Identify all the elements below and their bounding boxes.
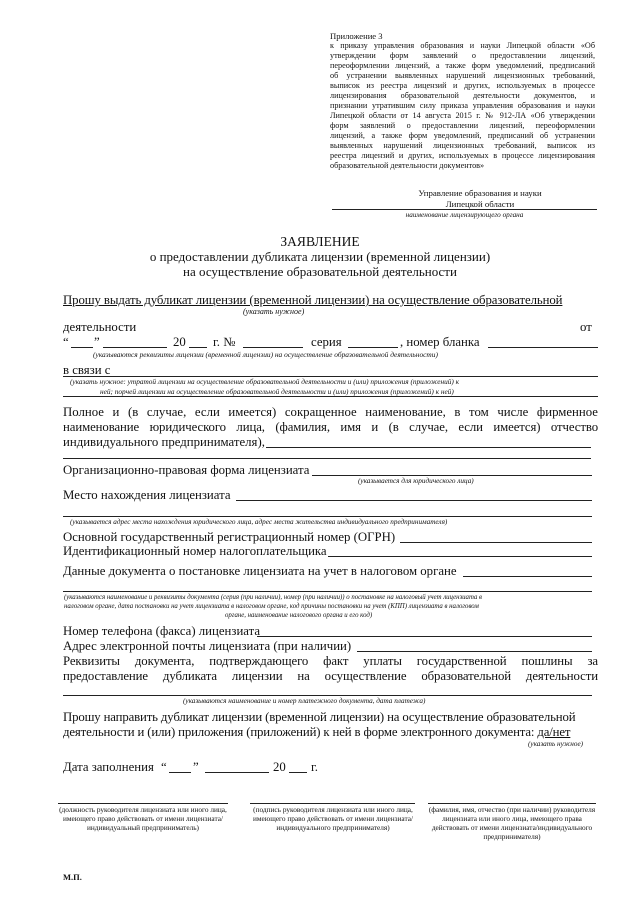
tax-caption-1: (указываются наименование и реквизиты документа (серия (при наличии), номер (при наличии)) о постановке на налоговый учет лицензиата в bbox=[64, 594, 482, 601]
org-form-field[interactable] bbox=[312, 475, 592, 476]
request-line-1: Прошу выдать дубликат лицензии (временной лицензии) на осуществление образовательной bbox=[63, 293, 563, 307]
request-caption-3b: ней; порчей лицензии на осуществление образовательной деятельности и (или) приложения (приложений) к ней) bbox=[100, 387, 454, 396]
appendix-line: выявленных нарушений лицензионных требований, выписок из bbox=[330, 141, 595, 150]
signature-line-2[interactable] bbox=[250, 803, 415, 804]
tax-caption-2: налоговом органе, дата постановки на учет лицензиата в налоговом органе, код причины постановки на учет (КПП) лицензиата в налоговом bbox=[64, 603, 479, 610]
heading-line-2: о предоставлении дубликата лицензии (временной лицензии) bbox=[149, 249, 491, 264]
date-label: Дата заполнения bbox=[63, 760, 154, 774]
ogrn-field[interactable] bbox=[400, 542, 592, 543]
request-caption-3a: (указать нужное: утратой лицензии на осуществление образовательной деятельности и (или) приложения (приложений) к bbox=[70, 377, 460, 386]
date-year-prefix: 20 bbox=[273, 760, 286, 774]
authority-line-2: Липецкой области bbox=[445, 199, 515, 209]
full-name-line-2: наименование юридического лица, (фамилия, имя и (в случае, если имеется) отчество bbox=[63, 420, 598, 434]
inn-label: Идентификационный номер налогоплательщика bbox=[63, 544, 327, 558]
blank-number-field[interactable] bbox=[488, 347, 598, 348]
license-date-row bbox=[63, 334, 598, 350]
electronic-line-1: Прошу направить дубликат лицензии (временной лицензии) на осуществление образовательной bbox=[63, 710, 576, 724]
email-field[interactable] bbox=[357, 651, 592, 652]
full-name-line-3: индивидуального предпринимателя), bbox=[63, 435, 265, 449]
location-field-2[interactable] bbox=[63, 516, 592, 517]
full-name-field-2[interactable] bbox=[63, 458, 591, 459]
electronic-caption: (указать нужное) bbox=[528, 740, 584, 748]
appendix-block bbox=[330, 31, 595, 171]
location-field[interactable] bbox=[236, 500, 592, 501]
stamp-mark: М.П. bbox=[63, 872, 82, 882]
electronic-choice[interactable]: да/нет bbox=[537, 725, 571, 739]
tax-caption-3: органе, наименование налогового органа и его код) bbox=[225, 612, 373, 619]
ogrn-label: Основной государственный регистрационный номер (ОГРН) bbox=[63, 530, 396, 544]
date-year-suffix: г. bbox=[311, 760, 319, 774]
day-field[interactable] bbox=[71, 347, 93, 348]
signature-line-1[interactable] bbox=[58, 803, 228, 804]
request-caption-1: (указать нужное) bbox=[243, 307, 305, 316]
appendix-line: реестра лицензий и других, используемых в процессе лицензирования bbox=[330, 151, 595, 160]
full-name-field[interactable] bbox=[266, 447, 591, 448]
appendix-line: форм заявлений о предоставлении лицензий, переоформлении bbox=[330, 121, 595, 130]
authority-caption: наименование лицензирующего органа bbox=[405, 211, 524, 219]
date-row bbox=[63, 759, 363, 775]
phone-field[interactable] bbox=[257, 636, 592, 637]
appendix-text bbox=[330, 41, 595, 171]
tax-doc-label: Данные документа о постановке лицензиата на учет в налоговом органе bbox=[63, 564, 457, 578]
location-caption: (указывается адрес места нахождения юридического лица, адрес места жительства индивидуального предпринимателя) bbox=[70, 518, 448, 526]
appendix-line: переоформлении лицензий, а также форм уведомлений, предписаний bbox=[330, 61, 595, 70]
duty-field[interactable] bbox=[63, 695, 592, 696]
blank-label: , номер бланка bbox=[400, 335, 480, 349]
appendix-line: лицензирования образовательной деятельности документов, и bbox=[330, 91, 595, 100]
appendix-line: к приказу управления образования и науки Липецкой области «Об bbox=[330, 41, 595, 50]
duty-line-1: Реквизиты документа, подтверждающего факт уплаты государственной пошлины за bbox=[63, 654, 598, 668]
date-day-field[interactable] bbox=[169, 772, 191, 773]
date-quote-close: ” bbox=[193, 760, 199, 774]
phone-label: Номер телефона (факса) лицензиата bbox=[63, 624, 261, 638]
appendix-line: признании утратившим силу приказа управления образования и науки bbox=[330, 101, 595, 110]
tax-doc-field-2[interactable] bbox=[63, 591, 592, 592]
year-field[interactable] bbox=[189, 347, 207, 348]
license-number-field[interactable] bbox=[243, 347, 303, 348]
series-label: серия bbox=[311, 335, 342, 349]
request-word-activity: деятельности bbox=[63, 320, 137, 334]
org-form-caption: (указывается для юридического лица) bbox=[358, 477, 474, 485]
date-month-field[interactable] bbox=[205, 772, 269, 773]
full-name-line-1: Полное и (в случае, если имеется) сокращенное наименование, в том числе фирменное bbox=[63, 405, 598, 419]
appendix-line: об устранении выявленных нарушений лицензионных требований, bbox=[330, 71, 595, 80]
signature-caption-2: (подпись руководителя лицензиата или иного лица, имеющего право действовать от имени лицензиата/индивидуального предпринимателя) bbox=[252, 805, 414, 832]
date-year-field[interactable] bbox=[289, 772, 307, 773]
org-form-label: Организационно-правовая форма лицензиата bbox=[63, 463, 310, 477]
request-word-from: от bbox=[580, 320, 592, 334]
location-label: Место нахождения лицензиата bbox=[63, 488, 231, 502]
date-quote-open: “ bbox=[161, 760, 167, 774]
request-caption-2: (указываются реквизиты лицензии (временной лицензии) на осуществление образовательной деятельности) bbox=[93, 350, 438, 359]
appendix-line: образовательной деятельности документов» bbox=[330, 161, 485, 170]
number-label: г. № bbox=[213, 335, 236, 349]
appendix-line: Липецкой области от 14 августа 2015 г. № 912-ЛА «Об утверждении bbox=[330, 111, 595, 120]
year-prefix: 20 bbox=[173, 335, 186, 349]
month-field[interactable] bbox=[103, 347, 167, 348]
due-label: в связи с bbox=[63, 363, 111, 377]
signature-line-3[interactable] bbox=[428, 803, 596, 804]
authority-line-1: Управление образования и науки bbox=[418, 188, 542, 198]
inn-field[interactable] bbox=[328, 556, 592, 557]
appendix-line: утверждении форм заявлений о предоставлении лицензий, bbox=[330, 51, 595, 60]
appendix-title: Приложение 3 bbox=[330, 31, 383, 41]
email-label: Адрес электронной почты лицензиата (при наличии) bbox=[63, 639, 352, 653]
signature-caption-1: (должность руководителя лицензиата или иного лица, имеющего право действовать от имени лицензиата/индивидуальный предприниматель) bbox=[59, 805, 227, 832]
duty-line-2: предоставление дубликата лицензии на осуществление образовательной деятельности bbox=[63, 669, 598, 683]
signature-caption-3: (фамилия, имя, отчество (при наличии) руководителя лицензиата или иного лица, имеющего права действовать от имени лицензиата/индивидуального предпринимателя) bbox=[428, 805, 596, 841]
due-reason-underline-2 bbox=[63, 396, 598, 397]
appendix-line: выписок из реестра лицензий и других, используемых в процессе bbox=[330, 81, 595, 90]
quote-close: ” bbox=[94, 335, 100, 349]
appendix-line: лицензий, а также форм уведомлений, предписаний об устранении bbox=[330, 131, 595, 140]
electronic-line-2-text: деятельности и (или) приложения (приложений) к ней в форме электронного документа: bbox=[63, 725, 535, 739]
series-field[interactable] bbox=[348, 347, 398, 348]
heading-line-3: на осуществление образовательной деятельности bbox=[183, 264, 457, 279]
authority-underline bbox=[332, 209, 597, 210]
quote-open: “ bbox=[63, 335, 69, 349]
tax-doc-field[interactable] bbox=[463, 576, 592, 577]
page-title: ЗАЯВЛЕНИЕ bbox=[280, 234, 360, 249]
electronic-line-2 bbox=[63, 724, 598, 740]
duty-caption: (указываются наименование и номер платежного документа, дата платежа) bbox=[183, 697, 426, 705]
